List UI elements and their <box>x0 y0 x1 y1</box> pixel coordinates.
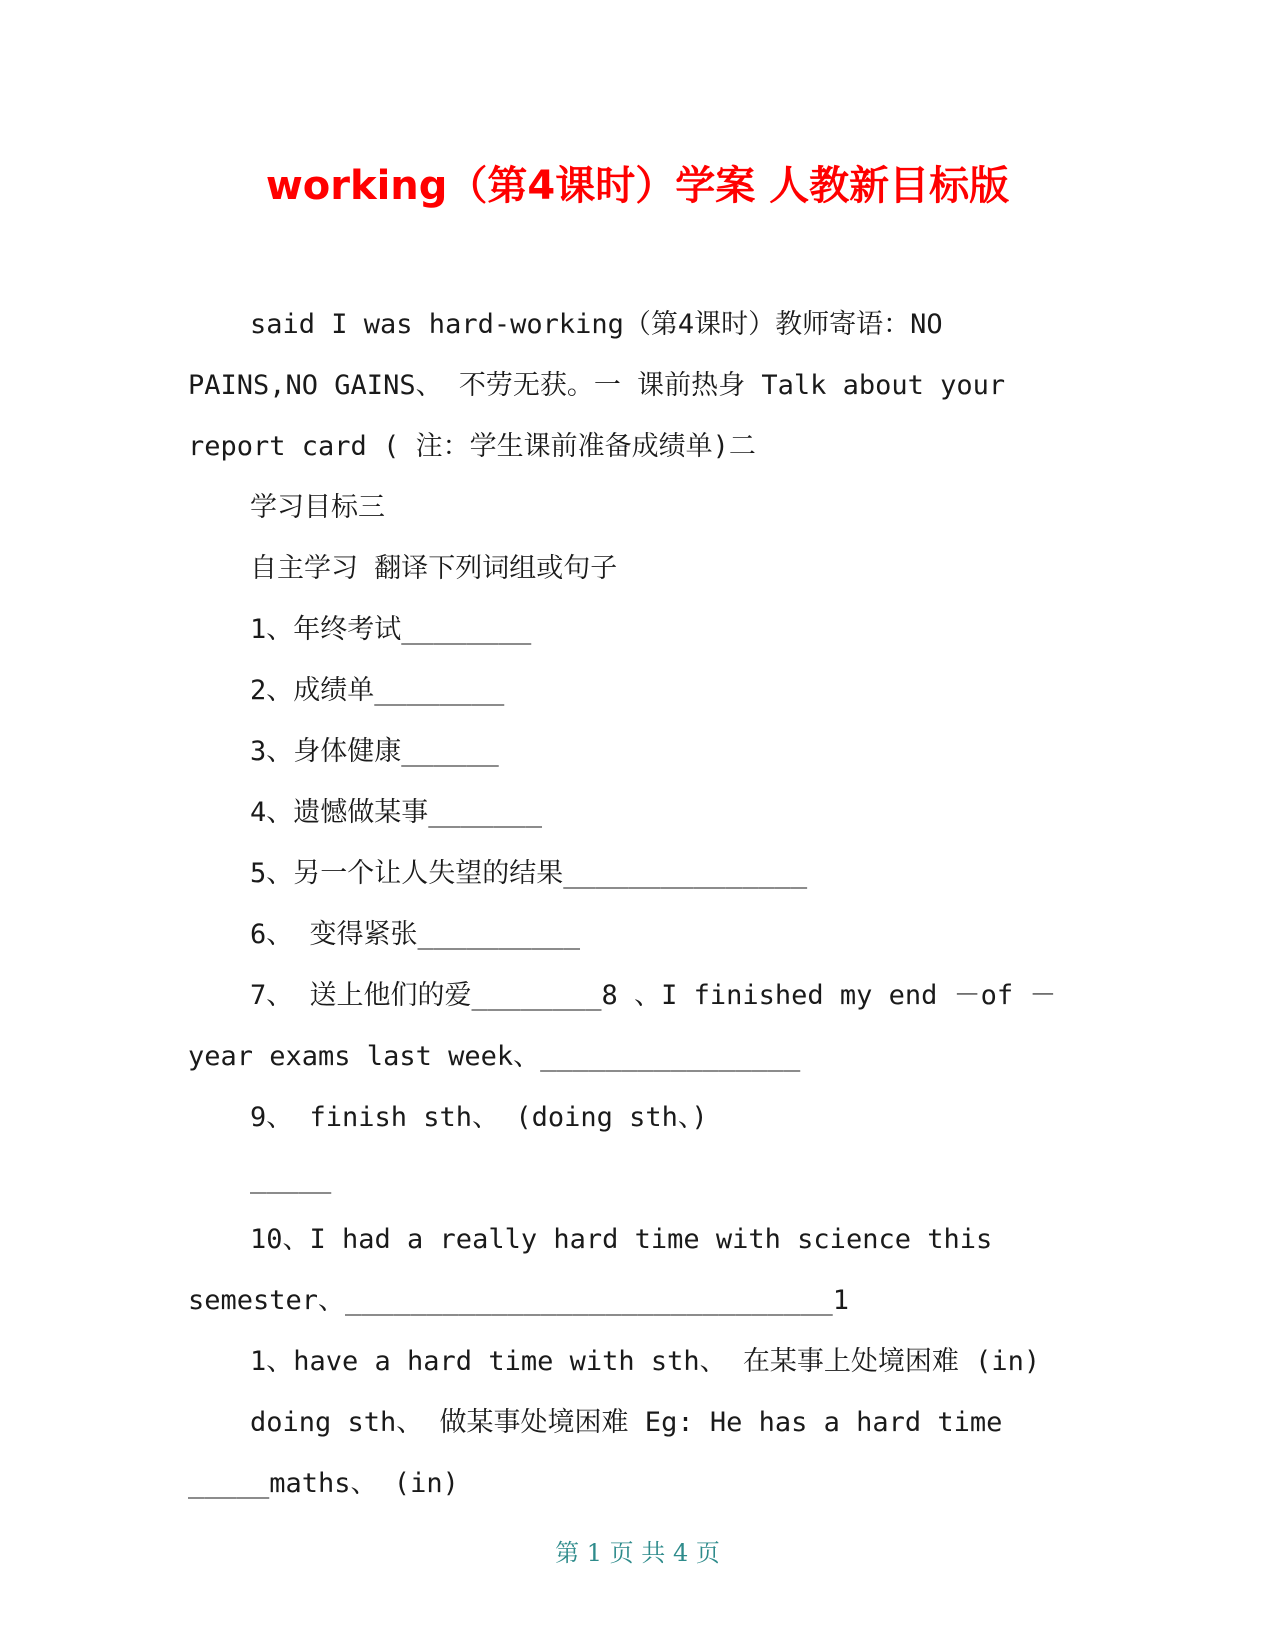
body-line: 学习目标三 <box>250 492 385 523</box>
body-line: said I was hard-working（第4课时）教师寄语：NO <box>250 309 943 340</box>
body-line: 9、 finish sth、 (doing sth、) <box>250 1102 708 1133</box>
body-line: _____maths、 (in) <box>188 1468 459 1499</box>
body-line: 6、 变得紧张__________ <box>250 919 581 950</box>
body-line: 3、身体健康______ <box>250 736 499 767</box>
body-line: PAINS,NO GAINS、 不劳无获。一 课前热身 Talk about your <box>188 370 1006 401</box>
body-line: 10、I had a really hard time with science this <box>250 1224 993 1255</box>
page-footer: 第 1 页 共 4 页 <box>555 1539 720 1567</box>
document-body <box>188 294 1088 1514</box>
body-line: 1、have a hard time with sth、 在某事上处境困难 (in) <box>250 1346 1041 1377</box>
body-line: report card ( 注：学生课前准备成绩单)二 <box>188 431 756 462</box>
body-line: 7、 送上他们的爱________8 、I finished my end －of － <box>250 980 1057 1011</box>
body-line: 5、另一个让人失望的结果_______________ <box>250 858 808 889</box>
body-line: 1、年终考试________ <box>250 614 532 645</box>
body-line: _____ <box>250 1163 332 1194</box>
body-line: year exams last week、________________ <box>188 1041 801 1072</box>
body-line: 2、成绩单________ <box>250 675 505 706</box>
document-title: working（第4课时）学案 人教新目标版 <box>265 163 1010 209</box>
body-line: doing sth、 做某事处境困难 Eg: He has a hard time <box>250 1407 1003 1438</box>
body-line: 4、遗憾做某事_______ <box>250 797 543 828</box>
body-line: 自主学习 翻译下列词组或句子 <box>250 553 618 584</box>
body-line: semester、______________________________1 <box>188 1285 849 1316</box>
